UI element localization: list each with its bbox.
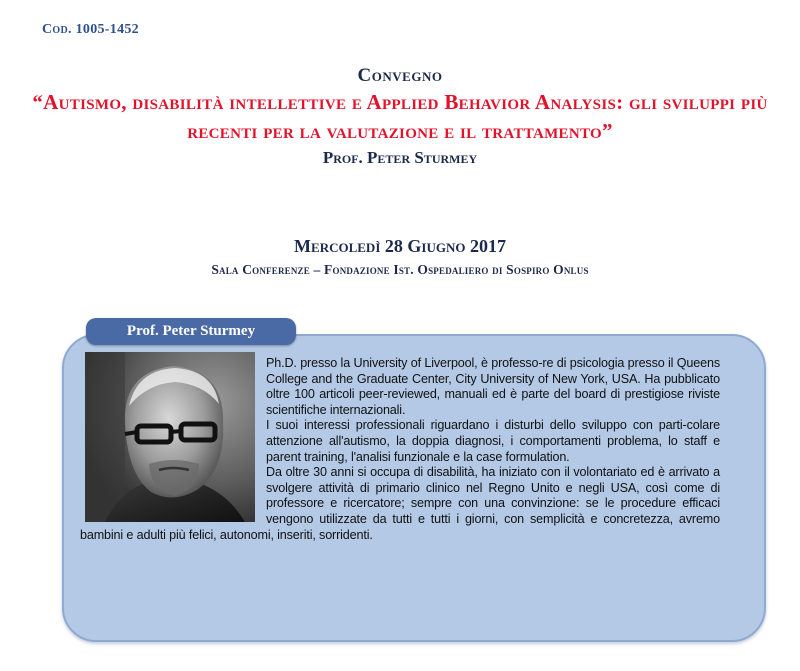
photo-spacer bbox=[80, 356, 266, 524]
course-code: Cod. 1005-1452 bbox=[42, 22, 139, 37]
event-date: Mercoledì 28 Giugno 2017 bbox=[294, 236, 506, 256]
event-header bbox=[0, 64, 800, 170]
event-type-label: Convegno bbox=[357, 65, 443, 86]
bio-paragraph-2: I suoi interessi professionali riguardano i disturbi dello sviluppo con parti-colare attenzione all'autismo, la doppia diagnosi, i comportamenti problema, lo staff e parent training, l'analisi funzionale e la case formulation. bbox=[266, 418, 720, 464]
event-title: “Autismo, disabilità intellettive e Applied Behavior Analysis: gli sviluppi più recenti per la valutazione e il trattamento” bbox=[32, 90, 768, 143]
speaker-bio-tab: Prof. Peter Sturmey bbox=[86, 318, 296, 345]
speaker-name: Prof. Peter Sturmey bbox=[322, 148, 478, 167]
speaker-bio-text bbox=[80, 356, 720, 543]
event-venue: Sala Conferenze – Fondazione Ist. Ospedaliero di Sospiro Onlus bbox=[211, 262, 589, 277]
bio-paragraph-1: Ph.D. presso la University of Liverpool, è professo-re di psicologia presso il Queens College and the Graduate Center, City University of New York, USA. Ha pubblicato oltre 100 articoli peer-reviewed, manuali ed è parte del board di prestigiose riviste scientifiche internazionali. bbox=[266, 356, 720, 417]
bio-paragraph-3: Da oltre 30 anni si occupa di disabilità, ha iniziato con il volontariato ed è arrivato a svolgere attività di primario clinico nel Regno Unito e negli USA, così come di professore e ricercatore; sempre con una convinzione: se le procedure efficaci vengono utilizzate da tutti e tutti i giorni, con semplicità e concretezza, avremo bambini e adulti più felici, autonomi, inseriti, sorridenti. bbox=[80, 465, 720, 542]
